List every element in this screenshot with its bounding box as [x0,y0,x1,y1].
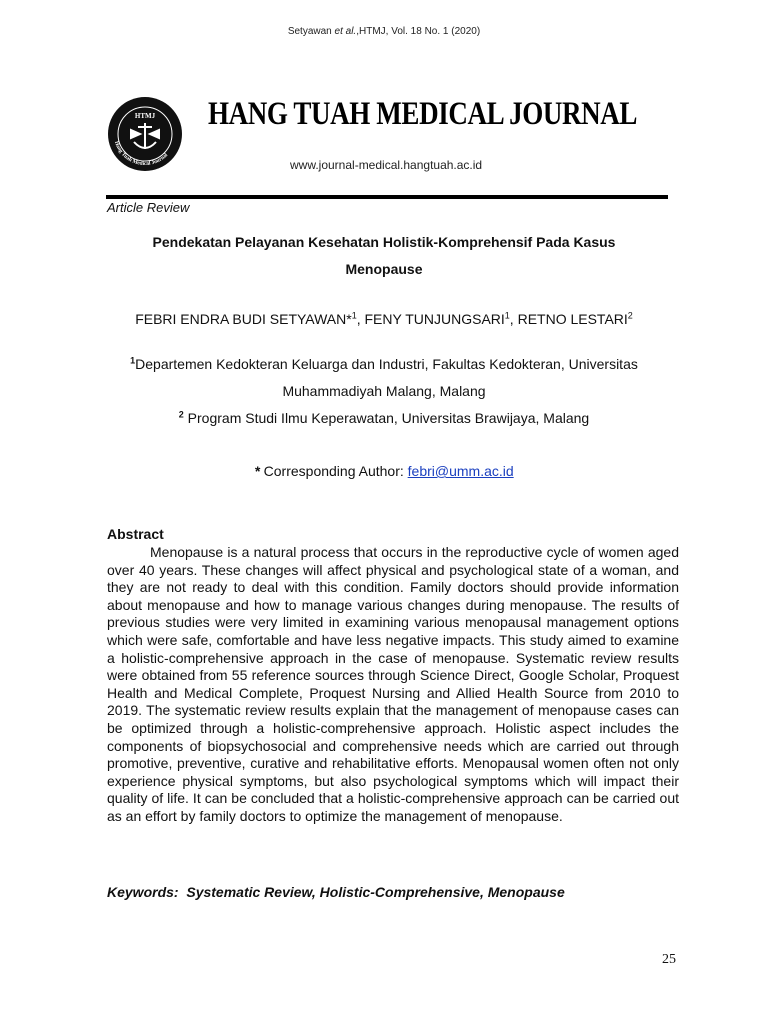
corresponding-email-link[interactable]: febri@umm.ac.id [407,463,514,479]
corresponding-star: * [254,463,264,479]
author-affiliation-mark: 2 [627,310,633,321]
page-number: 25 [662,952,676,967]
article-type: Article Review [107,200,190,215]
affiliation-text: Departemen Kedokteran Keluarga dan Industri, Fakultas Kedokteran, Universitas [135,356,638,372]
running-header [0,26,768,37]
citation-author: Setyawan [287,26,335,37]
journal-title: HANG TUAH MEDICAL JOURNAL [208,96,638,132]
affiliation-number: 1 [130,355,136,366]
affiliation-2 [0,410,768,426]
author-separator: , [356,311,365,327]
affiliation-1-line-1 [0,356,768,372]
journal-logo-icon [107,96,183,172]
abstract-heading: Abstract [107,526,164,542]
author-name: FENY TUNJUNGSARI [364,311,505,327]
affiliation-1-line-2: Muhammadiyah Malang, Malang [282,383,486,399]
citation-etal: et al. [334,26,357,37]
author-name: RETNO LESTARI [517,311,628,327]
citation-journal: ,HTMJ, Vol. 18 No. 1 (2020) [356,26,481,37]
author-affiliation-mark: 1 [351,310,357,321]
header-rule [106,195,668,199]
corresponding-label: Corresponding Author: [263,463,408,479]
affiliation-text: Program Studi Ilmu Keperawatan, Universitas Brawijaya, Malang [183,410,590,426]
affiliation-number: 2 [178,409,184,420]
author-name: FEBRI ENDRA BUDI SETYAWAN* [135,311,352,327]
author-separator: , [509,311,518,327]
logo-ring-text: Hang Tuah Medical Journal [112,140,170,168]
author-list [0,311,768,327]
logo-top-text: HTMJ [134,112,156,120]
author-affiliation-mark: 1 [504,310,510,321]
article-title-line-2: Menopause [345,261,423,277]
journal-url[interactable]: www.journal-medical.hangtuah.ac.id [290,158,483,172]
abstract-text: Menopause is a natural process that occurs in the reproductive cycle of women aged over 40 years. These changes will affect physical and psychological state of a woman, and they are not ready to deal with this condition. Family doctors should provide information about menopause and how to manage various changes during menopause. The results of previous studies were very limited in examining various menopausal management options which were safe, comfortable and have less negative impacts. This study aimed to examine a holistic-comprehensive approach in the case of menopause. Systematic review results were obtained from 55 reference sources through Science Direct, Google Scholar, Proquest Health and Medical Complete, Proquest Nursing and Allied Health Source from 2010 to 2019. The systematic review results explain that the management of menopause cases can be optimized through a holistic-comprehensive approach. Holistic aspect includes the components of biopsychosocial and comprehensive needs which are carried out through promotive, preventive, curative and rehabilitative efforts. Menopausal women often not only experience physical symptoms, but also psychological symptoms which will impact their quality of life. It can be concluded that a holistic-comprehensive approach can be carried out as an effort by family doctors to optimize the management of menopause. [107,544,679,824]
keywords: Keywords: Systematic Review, Holistic-Comprehensive, Menopause [107,884,565,900]
article-title-line-1: Pendekatan Pelayanan Kesehatan Holistik-Komprehensif Pada Kasus [152,234,616,250]
corresponding-author [0,463,768,479]
